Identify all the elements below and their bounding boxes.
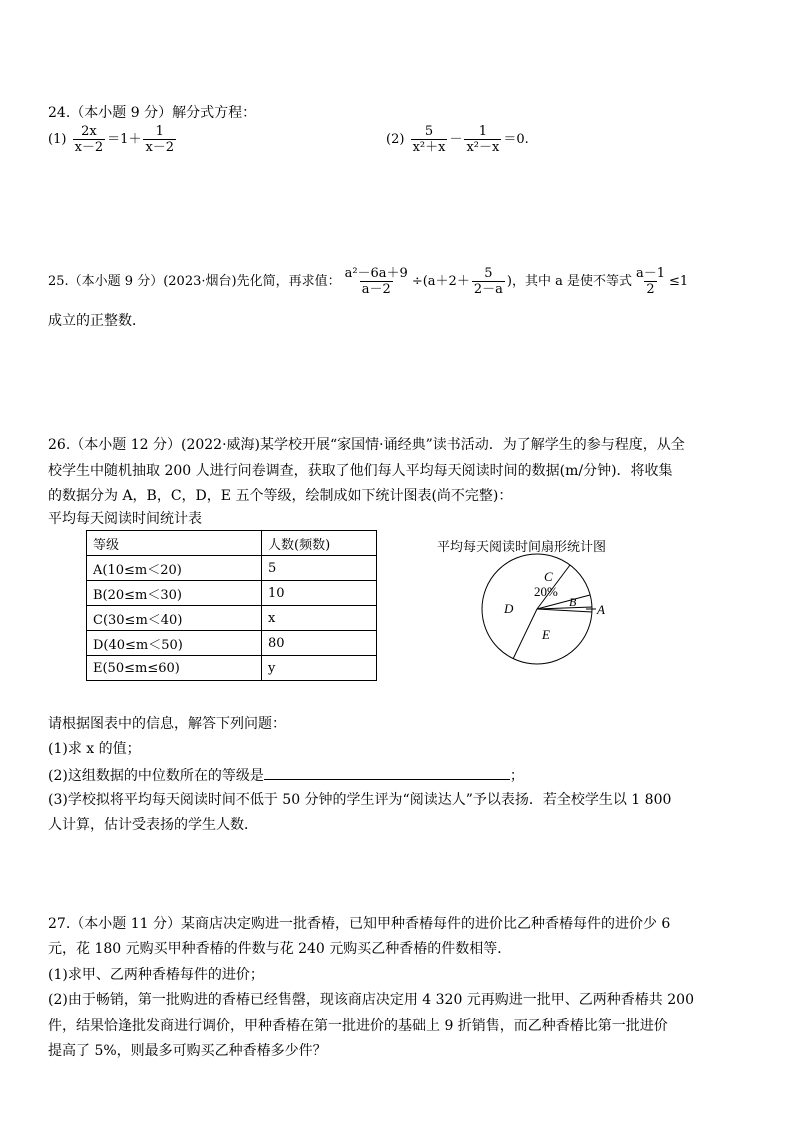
table-cell: 80: [262, 631, 377, 656]
table-cell: A(10≤m＜20): [87, 556, 262, 581]
q24-part1: [48, 124, 178, 155]
table-cell: B(20≤m＜30): [87, 581, 262, 606]
q26-sub3-line1: (3)学校拟将平均每天阅读时间不低于 50 分钟的学生评为“阅读达人”予以表扬．若全校学生以 1 800: [48, 792, 672, 808]
answer-blank: [264, 765, 510, 780]
q24-part1-equals: ＝1＋: [107, 132, 142, 147]
q24-part1-label: (1): [48, 132, 67, 147]
table-header-cell: 人数(频数): [262, 531, 377, 556]
q26-prompt: 请根据图表中的信息，解答下列问题：: [48, 716, 286, 732]
q27-sub1: (1)求甲、乙两种香椿每件的进价；: [48, 967, 264, 983]
pie-chart: [470, 552, 620, 672]
q26-line1: 26.（本小题 12 分）(2022·威海)某学校开展“家国情·诵经典”读书活动．为了解学生的参与程度，从全: [48, 437, 685, 453]
table-row: [87, 606, 377, 631]
q26-sub2: [48, 765, 524, 785]
q27-sub2-line3: 提高了 5%，则最多可购买乙种香椿多少件？: [48, 1043, 327, 1059]
table-cell: E(50≤m≤60): [87, 656, 262, 681]
table-row: [87, 656, 377, 681]
table-row: [87, 631, 377, 656]
q27-line1: 27.（本小题 11 分）某商店决定购进一批香椿，已知甲种香椿每件的进价比乙种香椿每件的进价少 6: [48, 916, 671, 932]
q25-fraction-1: $\frac{\text{a²－6a＋9}}{a-2}$: [344, 266, 408, 297]
q24-part2-label: (2): [386, 132, 405, 147]
table-row: [87, 581, 377, 606]
q25-line1: [48, 266, 688, 297]
q24-part1-fraction-b: $\frac{1}{x-2}$: [145, 124, 175, 155]
table-cell: C(30≤m＜40): [87, 606, 262, 631]
table-cell: 5: [262, 556, 377, 581]
q24-part2-minus: －: [449, 132, 463, 147]
pie-divider-de: [513, 609, 537, 659]
q26-sub2-end: ；: [509, 768, 524, 784]
q25-tail: ≤1: [669, 274, 689, 289]
q27-sub2-line2: 件，结果恰逢批发商进行调价，甲种香椿在第一批进价的基础上 9 折销售，而乙种香椿比第一批进价: [48, 1018, 668, 1034]
pie-label-c-percent: 20%: [534, 584, 558, 599]
q27-line2: 元，花 180 元购买甲种香椿的件数与花 240 元购买乙种香椿的件数相等．: [48, 941, 512, 957]
pie-chart-title: 平均每天阅读时间扇形统计图: [437, 540, 607, 555]
pie-label-d: D: [504, 601, 514, 616]
pie-label-b: B: [569, 595, 577, 609]
q26-line2: 校学生中随机抽取 200 人进行问卷调查，获取了他们每人平均每天阅读时间的数据(m/分钟)．将收集: [48, 463, 673, 479]
q25-middle: )，其中 a 是使不等式: [506, 274, 632, 289]
table-cell: x: [262, 606, 377, 631]
q26-sub3-line2: 人计算，估计受表扬的学生人数．: [48, 817, 258, 833]
q24-part2-fraction-b: $\frac{1}{\text{x²－x}}$: [466, 124, 500, 155]
table-row: [87, 556, 377, 581]
q25-prefix: 25.（本小题 9 分）(2023·烟台)先化简，再求值：: [48, 274, 341, 289]
q25-fraction-2: $\frac{5}{2-a}$: [473, 266, 503, 297]
q24-header: 24.（本小题 9 分）解分式方程：: [48, 105, 257, 121]
q24-part2-fraction-a: $\frac{5}{\text{x²＋x}}$: [412, 124, 446, 155]
q26-table-title: 平均每天阅读时间统计表: [48, 511, 202, 527]
q26-frequency-table: [86, 530, 377, 681]
q25-line2: 成立的正整数．: [48, 313, 146, 329]
q25-operator: ÷(a＋2＋: [411, 274, 470, 289]
q26-sub2-text: (2)这组数据的中位数所在的等级是: [48, 768, 264, 784]
q24-part2: [386, 124, 529, 155]
q26-line3: 的数据分为 A，B，C，D，E 五个等级，绘制成如下统计图表(尚不完整)：: [48, 488, 513, 504]
table-header-row: [87, 531, 377, 556]
table-cell: 10: [262, 581, 377, 606]
q26-sub1: (1)求 x 的值；: [48, 741, 141, 757]
table-cell: y: [262, 656, 377, 681]
pie-label-e: E: [542, 627, 550, 642]
q24-part2-equals: ＝0.: [503, 132, 529, 147]
table-cell: D(40≤m＜50): [87, 631, 262, 656]
q24-part1-fraction-a: $\frac{2x}{x-2}$: [74, 124, 104, 155]
q25-fraction-3: $\frac{a-1}{2}$: [635, 266, 665, 297]
q27-sub2-line1: (2)由于畅销，第一批购进的香椿已经售罄，现该商店决定用 4 320 元再购进一批甲、乙两种香椿共 200: [48, 992, 694, 1008]
table-header-cell: 等级: [87, 531, 262, 556]
pie-divider-ae: [537, 609, 592, 612]
pie-label-a: A: [597, 602, 605, 617]
pie-label-c: C: [544, 569, 553, 584]
